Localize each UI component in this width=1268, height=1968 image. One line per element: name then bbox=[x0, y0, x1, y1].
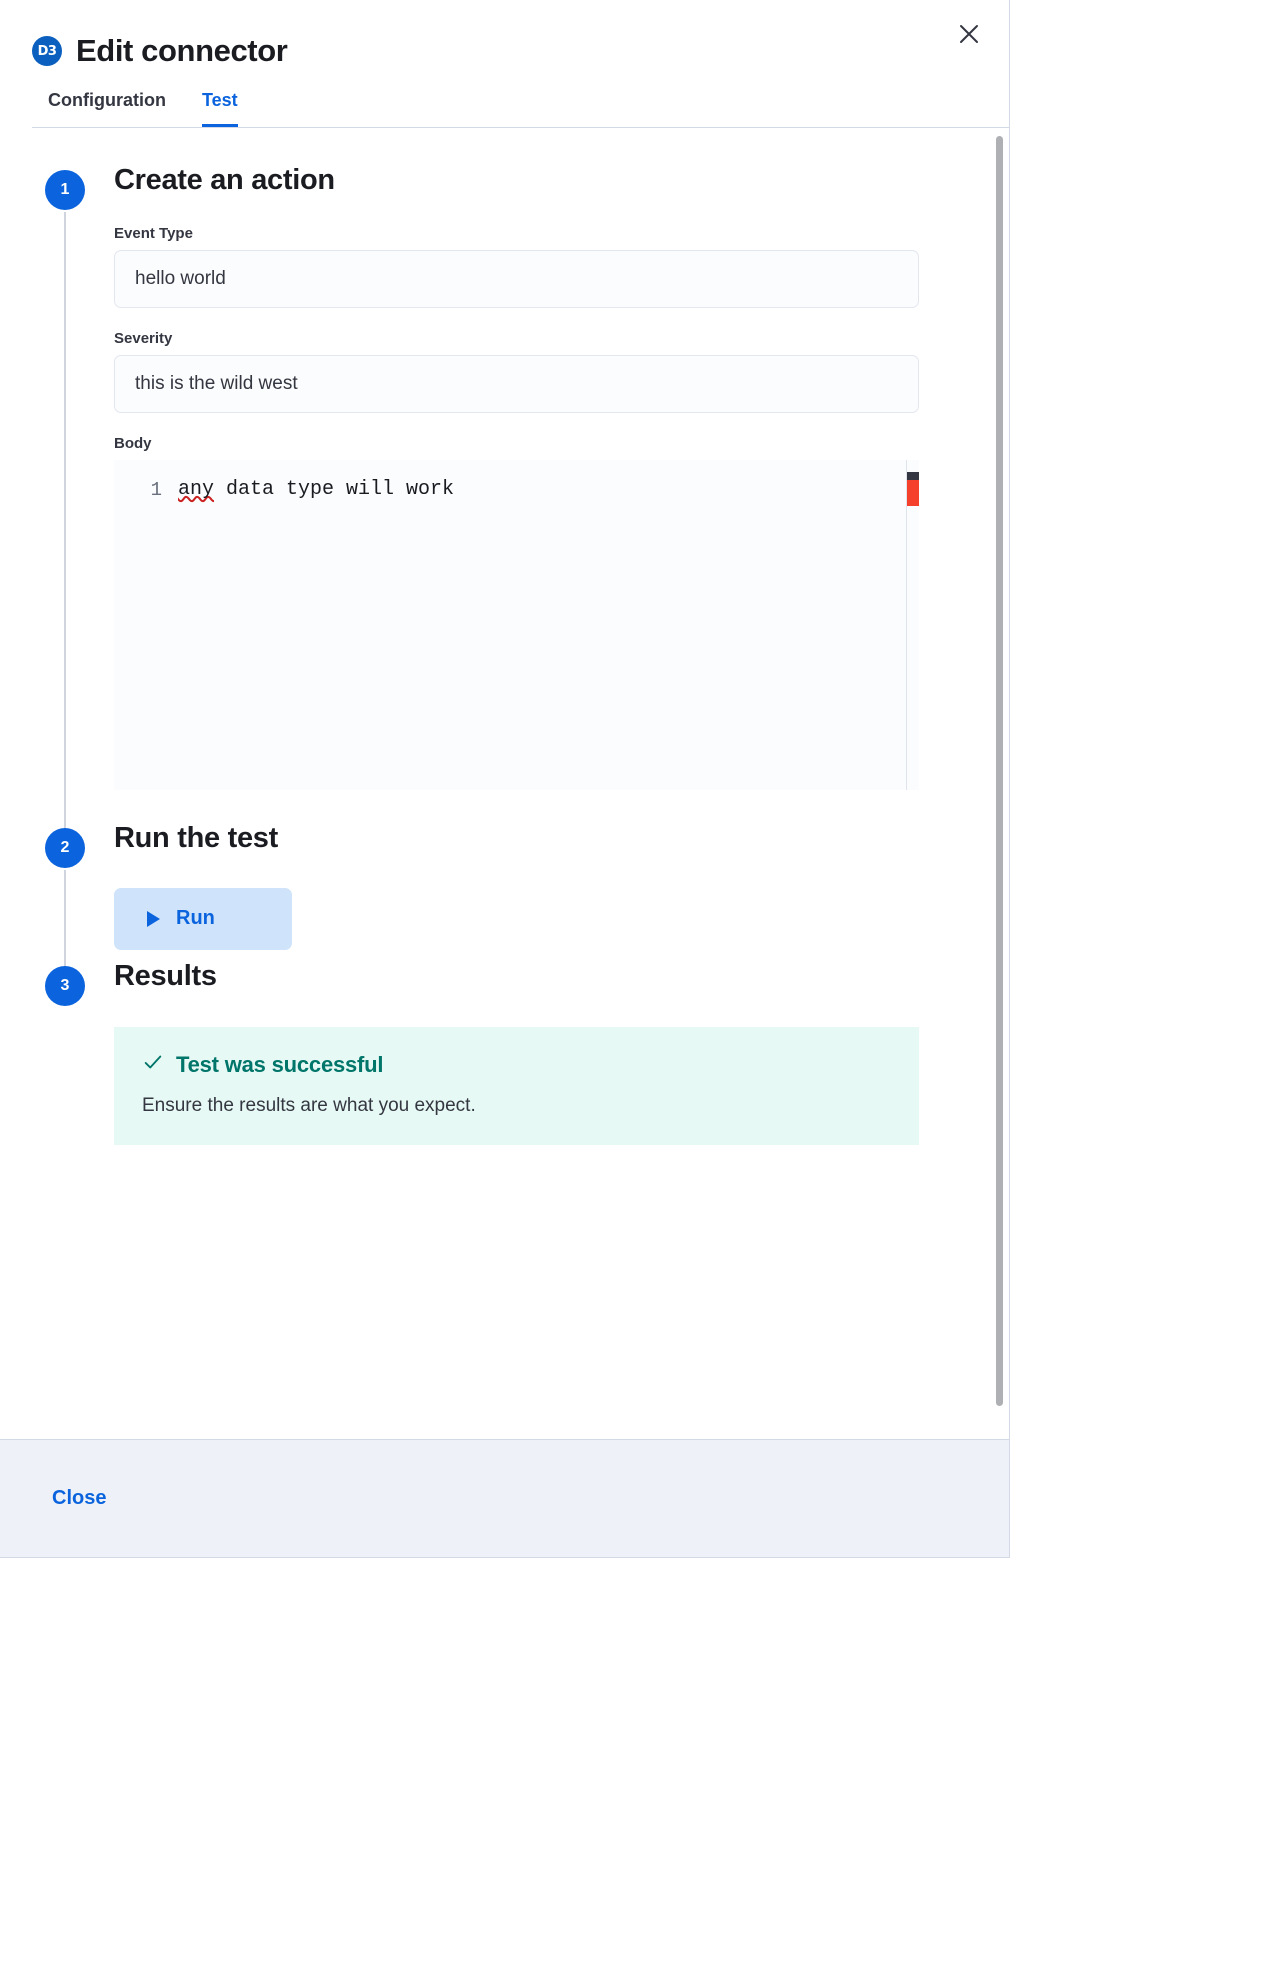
severity-input[interactable] bbox=[114, 355, 919, 413]
step-create-an-action bbox=[36, 164, 965, 822]
body-field-group bbox=[114, 435, 965, 790]
step-content bbox=[114, 201, 965, 790]
tab-configuration[interactable]: Configuration bbox=[48, 90, 166, 127]
event-type-input[interactable] bbox=[114, 250, 919, 308]
close-button[interactable]: Close bbox=[52, 1477, 106, 1520]
event-type-field-group bbox=[114, 225, 965, 308]
flyout-footer bbox=[0, 1439, 1009, 1557]
tab-list bbox=[32, 90, 1009, 128]
success-callout bbox=[114, 1027, 919, 1145]
step-run-the-test bbox=[36, 822, 965, 959]
flyout-header bbox=[0, 0, 1009, 128]
step-results bbox=[36, 960, 965, 1155]
run-button-label: Run bbox=[176, 907, 215, 930]
check-icon bbox=[142, 1051, 164, 1079]
play-icon bbox=[144, 910, 162, 928]
misspelled-word: any bbox=[178, 478, 215, 502]
step-number-badge: 3 bbox=[45, 966, 85, 1006]
step-content bbox=[114, 860, 965, 950]
code-remainder: data type will work bbox=[214, 478, 455, 502]
callout-text: Ensure the results are what you expect. bbox=[142, 1095, 476, 1117]
flyout-body bbox=[0, 128, 1009, 1439]
callout-title-row bbox=[142, 1051, 891, 1079]
editor-scroll-handle[interactable] bbox=[907, 472, 919, 480]
step-title: Results bbox=[114, 959, 217, 992]
run-button[interactable] bbox=[114, 888, 292, 950]
event-type-label: Event Type bbox=[114, 225, 193, 243]
tab-test[interactable]: Test bbox=[202, 90, 238, 127]
step-number-badge: 1 bbox=[45, 170, 85, 210]
flyout-title-row bbox=[32, 34, 977, 68]
code-line bbox=[114, 460, 919, 504]
page-background bbox=[0, 1558, 1010, 1968]
step-number-badge: 2 bbox=[45, 828, 85, 868]
code-text bbox=[178, 476, 454, 504]
step-content bbox=[114, 997, 965, 1145]
test-steps bbox=[36, 164, 965, 1155]
body-label: Body bbox=[114, 435, 152, 453]
step-title: Create an action bbox=[114, 164, 335, 197]
editor-minimap-divider bbox=[906, 460, 907, 790]
step-title: Run the test bbox=[114, 822, 278, 855]
close-icon[interactable] bbox=[949, 14, 989, 54]
body-code-editor[interactable] bbox=[114, 460, 919, 790]
d3-logo-icon: D3 bbox=[32, 36, 62, 66]
scroll-area bbox=[0, 128, 1009, 1439]
callout-title: Test was successful bbox=[176, 1052, 384, 1078]
page-title: Edit connector bbox=[76, 33, 288, 68]
severity-field-group bbox=[114, 330, 965, 413]
vertical-scrollbar[interactable] bbox=[996, 136, 1003, 1406]
severity-label: Severity bbox=[114, 330, 173, 348]
line-number: 1 bbox=[150, 479, 162, 502]
